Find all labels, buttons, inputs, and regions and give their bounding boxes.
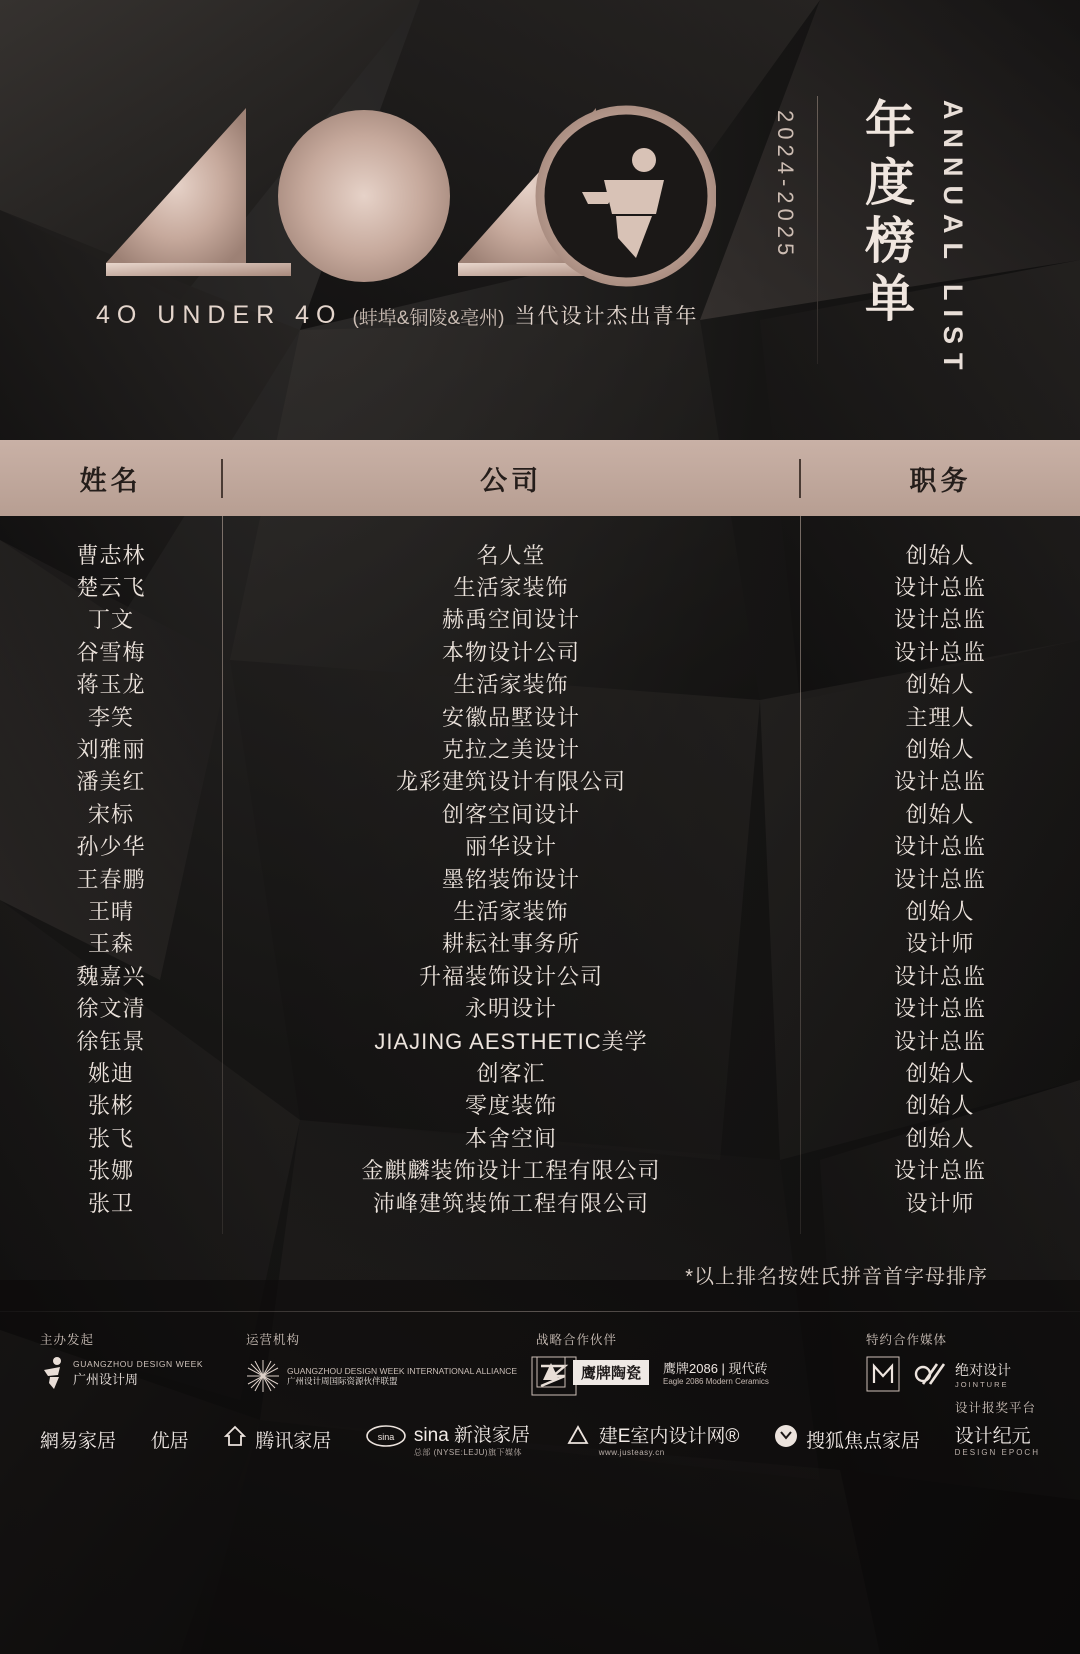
operator-label: 运营机构 bbox=[246, 1333, 301, 1348]
cell-title: 设计师 bbox=[905, 1190, 975, 1216]
cell-name: 蒋玉龙 bbox=[76, 672, 146, 698]
honoree-table bbox=[0, 440, 1080, 1312]
cell-company: 创客汇 bbox=[476, 1060, 546, 1086]
table-row bbox=[0, 959, 1080, 991]
footer-media-row bbox=[40, 1420, 1040, 1458]
cell-company: 墨铭装饰设计 bbox=[441, 866, 580, 892]
subtitle-cn: 当代设计杰出青年 bbox=[514, 305, 699, 328]
cell-title: 设计总监 bbox=[893, 1158, 986, 1184]
slash-icon bbox=[914, 1361, 948, 1387]
cell-title: 创始人 bbox=[905, 542, 975, 568]
footer-group-media-special bbox=[866, 1330, 1066, 1392]
logo-text: 搜狐焦点家居 bbox=[806, 1430, 921, 1452]
table-row bbox=[0, 1024, 1080, 1056]
column-header-title: 职务 bbox=[909, 465, 972, 496]
table-row bbox=[0, 765, 1080, 797]
cell-name: 张卫 bbox=[87, 1190, 134, 1216]
table-row bbox=[0, 862, 1080, 894]
cell-company: 克拉之美设计 bbox=[441, 737, 580, 763]
cell-company: 沛峰建筑装饰工程有限公司 bbox=[372, 1190, 649, 1216]
subtitle-mark: 4O UNDER 4O bbox=[96, 301, 343, 329]
strategic-label: 战略合作伙伴 bbox=[536, 1333, 618, 1348]
cell-title: 创始人 bbox=[905, 1060, 975, 1086]
cell-name: 张飞 bbox=[87, 1125, 134, 1151]
cell-title: 设计师 bbox=[905, 931, 975, 957]
hero-section bbox=[0, 0, 1080, 430]
cell-company: 金麒麟装饰设计工程有限公司 bbox=[361, 1158, 661, 1184]
cell-name: 刘雅丽 bbox=[76, 737, 146, 763]
table-row bbox=[0, 1186, 1080, 1218]
cell-name: 丁文 bbox=[87, 607, 134, 633]
cell-title: 设计总监 bbox=[893, 963, 986, 989]
cell-name: 徐钰景 bbox=[76, 1028, 146, 1054]
logo-text: 建E室内设计网® www.justeasy.cn bbox=[598, 1426, 740, 1458]
footer-group-organizer bbox=[40, 1330, 246, 1390]
cell-company: 本舍空间 bbox=[464, 1125, 557, 1151]
cell-name: 王春鹏 bbox=[76, 866, 146, 892]
cell-title: 创始人 bbox=[905, 1125, 975, 1151]
cell-name: 谷雪梅 bbox=[76, 639, 146, 665]
cell-title: 设计总监 bbox=[893, 866, 986, 892]
organizer-label: 主办发起 bbox=[40, 1333, 95, 1348]
cell-name: 宋标 bbox=[87, 801, 134, 827]
table-body bbox=[0, 516, 1080, 1234]
cell-company: 生活家装饰 bbox=[453, 672, 569, 698]
house-icon bbox=[223, 1424, 247, 1454]
logo-youju[interactable] bbox=[151, 1426, 189, 1453]
cell-title: 设计总监 bbox=[893, 1028, 986, 1054]
table-row bbox=[0, 830, 1080, 862]
table-row bbox=[0, 1089, 1080, 1121]
cell-title: 创始人 bbox=[905, 737, 975, 763]
cell-title: 主理人 bbox=[905, 704, 975, 730]
column-header-company: 公司 bbox=[223, 459, 801, 498]
cell-company: 丽华设计 bbox=[464, 834, 557, 860]
starburst-icon bbox=[246, 1359, 280, 1393]
subtitle-region: (蚌埠&铜陵&亳州) bbox=[352, 308, 505, 329]
cell-title: 创始人 bbox=[905, 898, 975, 924]
cell-name: 潘美红 bbox=[76, 769, 146, 795]
cell-name: 王晴 bbox=[87, 898, 134, 924]
table-header-row bbox=[0, 440, 1080, 516]
logo-tencent-home[interactable] bbox=[223, 1424, 331, 1454]
cell-company: 创客空间设计 bbox=[441, 801, 580, 827]
cell-title: 设计总监 bbox=[893, 834, 986, 860]
logo-text: 鹰牌陶瓷 bbox=[573, 1360, 649, 1385]
cell-company: JIAJING AESTHETIC美学 bbox=[374, 1028, 648, 1054]
logo-eagle-ceramics[interactable] bbox=[536, 1356, 649, 1388]
footer-group-strategic bbox=[536, 1330, 866, 1388]
logo-text: GUANGZHOU DESIGN WEEK INTERNATIONAL ALLIANCE 广州设计周国际资源伙伴联盟 bbox=[287, 1365, 518, 1387]
table-row bbox=[0, 1121, 1080, 1153]
sina-eye-icon bbox=[366, 1425, 406, 1453]
table-row bbox=[0, 700, 1080, 732]
cell-name: 曹志林 bbox=[76, 542, 146, 568]
page-title-en: ANNUAL LIST bbox=[938, 100, 968, 379]
table-row bbox=[0, 894, 1080, 926]
cell-name: 姚迪 bbox=[87, 1060, 134, 1086]
cell-name: 张彬 bbox=[87, 1093, 134, 1119]
table-row bbox=[0, 1153, 1080, 1185]
hero-divider bbox=[817, 96, 818, 364]
cell-title: 设计总监 bbox=[893, 575, 986, 601]
logo-design-epoch[interactable] bbox=[955, 1421, 1040, 1457]
cell-company: 生活家装饰 bbox=[453, 898, 569, 924]
footer-group-operator bbox=[246, 1330, 536, 1396]
cell-title: 创始人 bbox=[905, 672, 975, 698]
cell-company: 耕耘社事务所 bbox=[441, 931, 580, 957]
table-row bbox=[0, 635, 1080, 667]
cell-company: 安徽品墅设计 bbox=[441, 704, 580, 730]
cell-company: 升福装饰设计公司 bbox=[418, 963, 603, 989]
justeasy-icon bbox=[565, 1423, 591, 1455]
table-row bbox=[0, 603, 1080, 635]
cell-name: 孙少华 bbox=[76, 834, 146, 860]
cell-name: 王森 bbox=[87, 931, 134, 957]
table-row bbox=[0, 991, 1080, 1023]
cell-company: 本物设计公司 bbox=[441, 639, 580, 665]
logo-m-mark[interactable] bbox=[866, 1356, 900, 1392]
year-range: 2024-2025 bbox=[773, 110, 798, 261]
m-icon bbox=[866, 1356, 900, 1392]
logo-guangzhou-design-week[interactable] bbox=[40, 1356, 203, 1390]
cell-name: 楚云飞 bbox=[76, 575, 146, 601]
logo-justeasy[interactable] bbox=[565, 1421, 740, 1457]
sohu-fox-icon bbox=[774, 1424, 798, 1454]
table-row bbox=[0, 927, 1080, 959]
cell-company: 生活家装饰 bbox=[453, 575, 569, 601]
table-note: *以上排名按姓氏拼音首字母排序 bbox=[685, 1266, 988, 1289]
cell-company: 零度装饰 bbox=[464, 1093, 557, 1119]
cell-name: 张娜 bbox=[87, 1158, 134, 1184]
logo-sina-home[interactable] bbox=[366, 1420, 530, 1458]
cell-title: 创始人 bbox=[905, 1093, 975, 1119]
cell-name: 徐文清 bbox=[76, 996, 146, 1022]
page-title-cn: 年度榜单 bbox=[858, 98, 914, 330]
logo-text: 绝对设计 JOINTURE bbox=[955, 1361, 1011, 1389]
logo-text: 优居 bbox=[150, 1430, 189, 1452]
logo-text: 设计纪元 DESIGN EPOCH bbox=[954, 1426, 1040, 1458]
runner-icon bbox=[40, 1356, 66, 1390]
cell-company: 永明设计 bbox=[464, 996, 557, 1022]
table-row bbox=[0, 732, 1080, 764]
logo-wangyi-home[interactable] bbox=[40, 1426, 116, 1453]
award-platform-label: 设计报奖平台 bbox=[954, 1401, 1036, 1416]
logo-text: sina 新浪家居 总部 (NYSE:LEJU)旗下媒体 bbox=[413, 1425, 531, 1458]
cell-title: 设计总监 bbox=[893, 639, 986, 665]
cell-title: 创始人 bbox=[905, 801, 975, 827]
footer bbox=[0, 1312, 1080, 1458]
logo-text: 鹰牌2086 | 现代砖 Eagle 2086 Modern Ceramics bbox=[663, 1361, 769, 1387]
cell-company: 龙彩建筑设计有限公司 bbox=[395, 769, 626, 795]
table-row bbox=[0, 538, 1080, 570]
svg-text:sina: sina bbox=[377, 1432, 395, 1443]
media-special-label: 特约合作媒体 bbox=[866, 1333, 948, 1348]
logo-subtitle bbox=[96, 300, 756, 330]
column-header-name: 姓名 bbox=[0, 459, 223, 498]
logo-sohu-focus-home[interactable] bbox=[774, 1424, 920, 1454]
logo-text: GUANGZHOU DESIGN WEEK 广州设计周 bbox=[73, 1358, 204, 1387]
cell-title: 设计总监 bbox=[893, 769, 986, 795]
cell-name: 魏嘉兴 bbox=[76, 963, 146, 989]
logo-juedui-design[interactable] bbox=[914, 1360, 1011, 1389]
logo-gdw-international-alliance[interactable] bbox=[246, 1359, 517, 1393]
logo-eagle-2086[interactable] bbox=[663, 1358, 769, 1386]
table-row bbox=[0, 668, 1080, 700]
table-row bbox=[0, 1056, 1080, 1088]
logo-4040 bbox=[96, 88, 716, 288]
footer-partners-row bbox=[40, 1330, 1040, 1396]
logo-text: 網易家居 bbox=[40, 1430, 117, 1452]
table-row bbox=[0, 570, 1080, 602]
cell-title: 设计总监 bbox=[893, 996, 986, 1022]
cell-company: 赫禹空间设计 bbox=[441, 607, 580, 633]
cell-company: 名人堂 bbox=[476, 542, 546, 568]
cell-name: 李笑 bbox=[87, 704, 134, 730]
logo-text: 腾讯家居 bbox=[255, 1430, 332, 1452]
table-row bbox=[0, 797, 1080, 829]
cell-title: 设计总监 bbox=[893, 607, 986, 633]
eagle-mark-icon bbox=[536, 1356, 566, 1388]
